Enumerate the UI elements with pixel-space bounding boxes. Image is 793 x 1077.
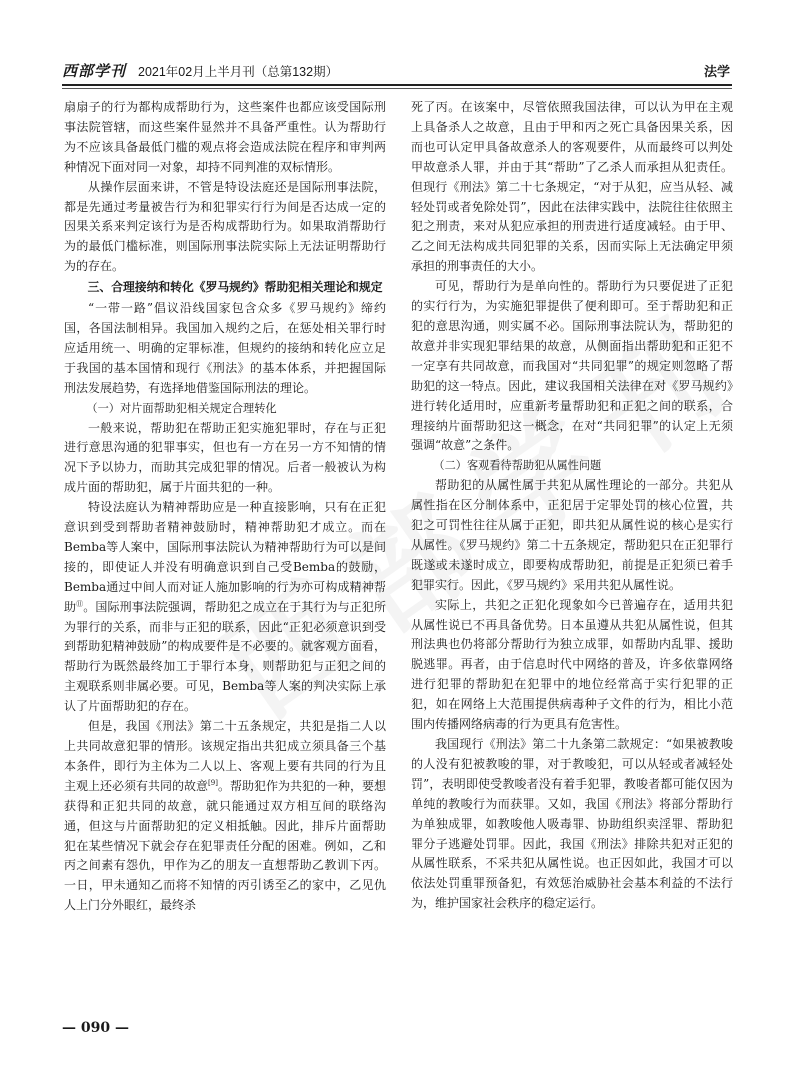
subsection-heading: （一）对片面帮助犯相关规定合理转化: [86, 401, 277, 415]
section-heading: 三、合理接纳和转化《罗马规约》帮助犯相关理论和规定: [87, 280, 383, 295]
page-header: [62, 58, 732, 80]
subsection-heading: （二）客观看待帮助犯从属性问题: [433, 459, 602, 473]
header-rule-thin: [62, 88, 732, 89]
issue-info: 2021年02月上半月刊（总第132期）: [138, 65, 339, 79]
paragraph-text: 。帮助犯作为共犯的一种，要想获得和正犯共同的故意，就只能通过双方相互间的联络沟通，但这与片面帮助犯的定义相抵触。因此，排斥片面帮助犯在某些情况下就会存在犯罪责任分配的困难。例如，乙和丙之间素有怨仇，甲作为乙的朋友一直想帮助乙教训下丙。一日，甲未通知乙而将不知情的丙引诱至乙的家中，乙见仇人上门分外眼红，最终杀: [64, 778, 386, 913]
paragraph: 可见，帮助行为是单向性的。帮助行为只要促进了正犯的实行行为，为实施犯罪提供了便利即可。至于帮助犯和正犯的意思沟通，则实属不必。国际刑事法院认为，帮助犯的故意并非实现犯罪结果的故意，从侧面指出帮助犯和正犯不一定享有共同故意，而我国对“共同犯罪”的规定则忽略了帮助犯的这一特点。因此，建议我国相关法律在对《罗马规约》进行转化适用时，应重新考量帮助犯和正犯之间的联系，合理接纳片面帮助犯这一概念，在对“共同犯罪”的认定上无须强调“故意”之条件。: [411, 279, 733, 453]
paragraph: 死了丙。在该案中，尽管依照我国法律，可以认为甲在主观上具备杀人之故意，且由于甲和丙之死亡具备因果关系，因而也可认定甲具备故意杀人的客观要件，从而最终可以判处甲故意杀人罪，并由于其“帮助”了乙杀人而承担从犯责任。但现行《刑法》第二十七条规定，“对于从犯，应当从轻、减轻处罚或者免除处罚”，因此在法律实践中，法院往往依照主犯之刑责，来对从犯应承担的刑责进行适度减轻。由于甲、乙之间无法构成共同犯罪的关系，因而实际上无法确定甲须承担的刑事责任的大小。: [411, 100, 733, 274]
paragraph-text: 特设法庭认为精神帮助应是一种直接影响，只有在正犯意识到受到帮助者精神鼓励时，精神帮助犯才成立。而在Bemba等人案中，国际刑事法院认为精神帮助行为可以是间接的，即使证人并没有明确意识到自己受Bemba的鼓励，Bemba通过中间人而对证人施加影响的行为亦可构成精神帮助: [64, 500, 386, 614]
paragraph-text: 。国际刑事法院强调，帮助犯之成立在于其行为与正犯所为罪行的关系，而非与正犯的联系，因此“正犯必须意识到受到帮助犯精神鼓励”的构成要件是不必要的。就客观方面看，帮助行为既然最终加工于罪行本身，则帮助犯与正犯之间的主观联系则非属必要。可见，Bemba等人案的判决实际上承认了片面帮助犯的存在。: [64, 599, 386, 714]
page-number: — 090 —: [62, 1020, 129, 1036]
paragraph: 我国现行《刑法》第二十九条第二款规定：“如果被教唆的人没有犯被教唆的罪，对于教唆犯，可以从轻或者减轻处罚”，表明即使受教唆者没有着手犯罪，教唆者都可能仅因为单纯的教唆行为而获罪。又如，我国《刑法》将部分帮助行为单独成罪，如教唆他人吸毒罪、协助组织卖淫罪、帮助犯罪分子逃避处罚罪。因此，我国《刑法》排除共犯对正犯的从属性联系，不采共犯从属性说。也正因如此，我国才可以依法处罚重罪预备犯，有效惩治威胁社会基本利益的不法行为，维护国家社会秩序的稳定运行。: [411, 737, 733, 911]
citation-marker: [9]: [208, 778, 218, 787]
left-column: [64, 98, 386, 916]
paragraph-text: 但是，我国《刑法》第二十五条规定，共犯是指二人以上共同故意犯罪的情形。该规定指出共犯成立须具备三个基本条件，即行为主体为二人以上、客观上要有共同的行为且主观上还必须有共同的故意: [64, 719, 386, 793]
paragraph: 从操作层面来讲，不管是特设法庭还是国际刑事法院，都是先通过考量被告行为和犯罪实行行为间是否达成一定的因果关系来判定该行为是否构成帮助行为。如果取消帮助行为的最低门槛标准，则国际刑事法院实际上无法证明帮助行为的存在。: [64, 179, 386, 274]
paragraph: [64, 498, 386, 717]
paragraph: 扇扇子的行为都构成帮助行为，这些案件也都应该受国际刑事法院管辖，而这些案件显然并不具备严重性。认为帮助行为不应该具备最低门槛的观点将会造成法院在程序和审判两种情况下面对同一对象，却持不同判准的双标情形。: [64, 100, 386, 174]
paragraph: “一带一路”倡议沿线国家包含众多《罗马规约》缔约国，各国法制相异。我国加入规约之后，在惩处相关罪行时应适用统一、明确的定罪标准，但规约的接纳和转化应立足于我国的基本国情和现行《刑法》的基本体系，并把握国际刑法发展趋势，有选择地借鉴国际刑法的理论。: [64, 301, 386, 395]
paragraph: 一般来说，帮助犯在帮助正犯实施犯罪时，存在与正犯进行意思沟通的犯罪事实，但也有一方在另一方不知情的情况下予以协力，而助其完成犯罪的情况。后者一般被认为构成片面的帮助犯，属于片面共犯的一种。: [64, 420, 386, 495]
paragraph: 实际上，共犯之正犯化现象如今已普遍存在，适用共犯从属性说已不再具备优势。日本虽遵从共犯从属性说，但其刑法典也仍将部分帮助行为独立成罪，如帮助内乱罪、援助脱逃罪。再者，由于信息时代中网络的普及，许多依靠网络进行犯罪的帮助犯在犯罪中的地位经常高于实行犯罪的正犯，如在网络上大范围提供病毒种子文件的行为，相比小范围内传播网络病毒的行为更具有危害性。: [411, 597, 733, 732]
section-name: 法学: [703, 64, 730, 79]
paragraph: 帮助犯的从属性属于共犯从属性理论的一部分。共犯从属性指在区分制体系中，正犯居于定罪处罚的核心位置，共犯之可罚性往往从属于正犯，即共犯从属性说的核心是实行从属性。《罗马规约》第二十五条规定，帮助犯只在正犯罪行既遂或未遂时成立，即要构成帮助犯，前提是正犯须已着手犯罪实行。因此，《罗马规约》采用共犯从属性说。: [411, 478, 733, 592]
paragraph: [64, 717, 386, 916]
right-column: [411, 98, 733, 914]
header-rule: [62, 84, 732, 86]
footnote-marker: ⑪: [76, 599, 84, 608]
journal-logo: 西部学刊: [62, 62, 127, 80]
